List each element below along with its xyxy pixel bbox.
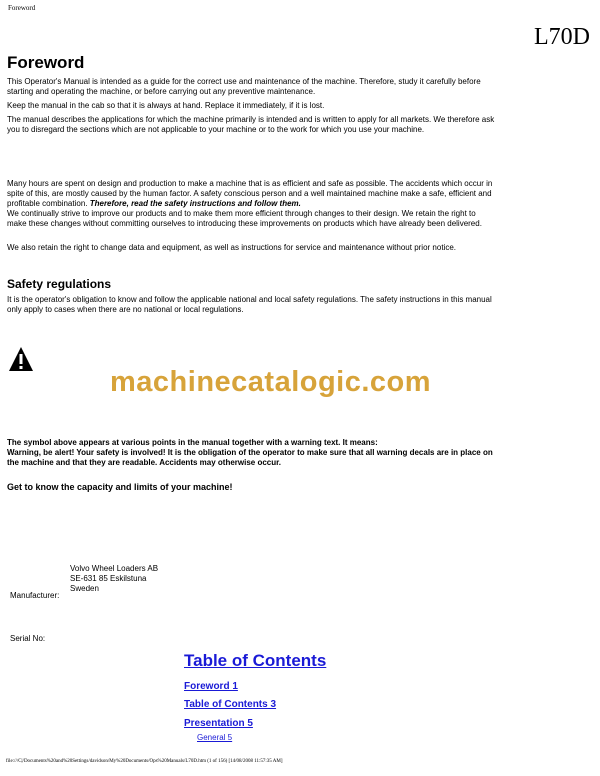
toc-link-presentation[interactable]: Presentation 5 — [184, 718, 253, 729]
footer-file-path: file:///C|/Documents%20and%20Settings/davidson/My%20Documents/Ops%20Manuals/L70D.htm (1 of 156) [14/08/2008 11:57:35 AM] — [6, 759, 283, 764]
foreword-paragraph-6: We also retain the right to change data and equipment, as well as instructions for service and maintenance without prior notice. — [7, 243, 456, 252]
foreword-paragraph-5: We continually strive to improve our products and to make them more efficient through changes to their design. We retain the right to make these changes without committing ourselves to introducing these improvements on products which have already been delivered. — [7, 209, 482, 228]
foreword-paragraph-1: This Operator's Manual is intended as a guide for the correct use and maintenance of the machine. Therefore, study it carefully before starting and operating the machine, or before carrying out any preventive maintenance. — [7, 77, 481, 96]
toc-link-general[interactable]: General 5 — [197, 733, 233, 742]
foreword-heading: Foreword — [7, 53, 85, 72]
manufacturer-address — [70, 564, 158, 594]
warning-symbol-line-1: The symbol above appears at various points in the manual together with a warning text. It means: — [7, 438, 378, 447]
toc-link-table-of-contents[interactable]: Table of Contents 3 — [184, 699, 277, 710]
manufacturer-line-2: SE-631 85 Eskilstuna — [70, 574, 147, 583]
foreword-paragraph-4 — [7, 179, 497, 209]
manufacturer-label: Manufacturer: — [10, 591, 60, 600]
manufacturer-line-1: Volvo Wheel Loaders AB — [70, 564, 159, 573]
manufacturer-line-3: Sweden — [70, 584, 99, 593]
foreword-paragraph-2: Keep the manual in the cab so that it is always at hand. Replace it immediately, if it is lost. — [7, 101, 325, 110]
foreword-paragraph-4-emphasis: Therefore, read the safety instructions and follow them. — [89, 199, 301, 208]
warning-symbol-explanation — [7, 438, 497, 468]
serial-number-label: Serial No: — [10, 634, 46, 643]
model-label: L70D — [534, 24, 590, 50]
watermark-text: machinecatalogic.com — [110, 366, 432, 398]
warning-symbol-line-2: Warning, be alert! Your safety is involved! It is the obligation of the operator to make sure that all warning decals are in place on the machine and that they are readable. Accidents may otherwise occur. — [7, 448, 493, 467]
document-header-title: Foreword — [8, 4, 36, 12]
warning-triangle-icon — [8, 346, 34, 372]
foreword-paragraph-3: The manual describes the applications for which the machine primarily is intended and is written to apply for all markets. We therefore ask you to disregard the sections which are not applicable to your machine or to the work for which you use your machine. — [7, 115, 495, 134]
capacity-notice: Get to know the capacity and limits of your machine! — [7, 482, 233, 492]
toc-link-foreword[interactable]: Foreword 1 — [184, 681, 238, 692]
safety-heading: Safety regulations — [7, 277, 112, 291]
safety-paragraph: It is the operator's obligation to know and follow the applicable national and local safety regulations. The safety instructions in this manual only apply to cases when there are no national or local regulations. — [7, 295, 492, 314]
foreword-paragraph-4-text: Many hours are spent on design and production to make a machine that is as efficient and safe as possible. The accidents which occur in spite of this, are mostly caused by the human factor. A safety conscious person and a well maintained machine make a safe, efficient and profitable combination. — [7, 179, 493, 208]
toc-title-link[interactable]: Table of Contents — [184, 651, 327, 670]
